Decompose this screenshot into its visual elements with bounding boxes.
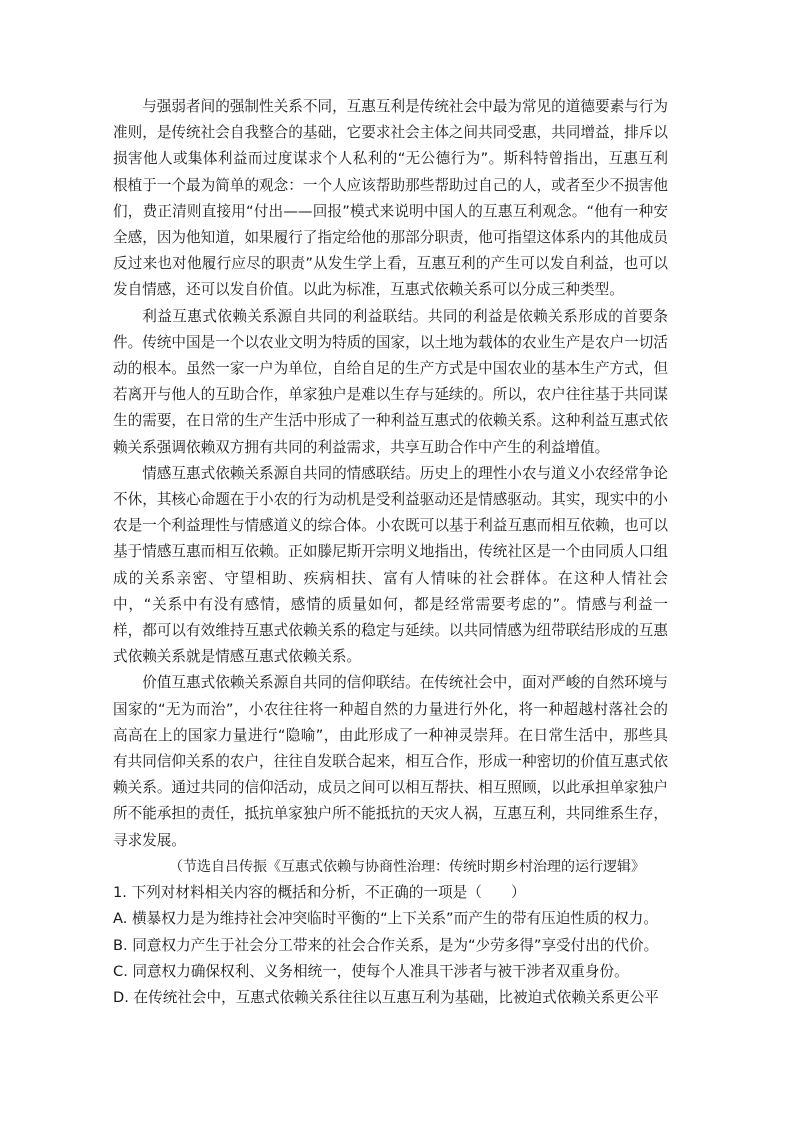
question-option-b: B. 同意权力产生于社会分工带来的社会合作关系，是为“少劳多得”享受付出的代价。 (113, 936, 659, 954)
passage-paragraph-1: 与强弱者间的强制性关系不同，互惠互利是传统社会中最为常见的道德要素与行为准则，是传统社会自我整合的基础，它要求社会主体之间共同受惠，共同增益，排斥以损害他人或集体利益而过度谋求个人私利的“无公德行为”。斯科特曾指出，互惠互利根植于一个最为简单的观念：一个人应该帮助那些帮助过自己的人，或者至少不损害他们，费正清则直接用“付出——回报”模式来说明中国人的互惠互利观念。“他有一种安全感，因为他知道，如果履行了指定给他的那部分职责，他可指望这体系内的其他成员反过来也对他履行应尽的职责”从发生学上看，互惠互利的产生可以发自利益，也可以发自情感，还可以发自价值。以此为标准，互惠式依赖关系可以分成三种类型。 (113, 98, 668, 299)
passage-paragraph-4: 价值互惠式依赖关系源自共同的信仰联结。在传统社会中，面对严峻的自然环境与国家的“无为而治”，小农往往将一种超自然的力量进行外化，将一种超越村落社会的高高在上的国家力量进行“隐喻”，由此形成了一种神灵崇拜。在日常生活中，那些具有共同信仰关系的农户，往往自发联合起来，相互合作，形成一种密切的价值互惠式依赖关系。通过共同的信仰活动，成员之间可以相互帮扶、相互照顾，以此承担单家独户所不能承担的责任，抵抗单家独户所不能抵抗的天灾人祸，互惠互利，共同维系生存，寻求发展。 (113, 674, 668, 849)
passage-paragraph-2: 利益互惠式依赖关系源自共同的利益联结。共同的利益是依赖关系形成的首要条件。传统中国是一个以农业文明为特质的国家，以土地为载体的农业生产是农户一切活动的根本。虽然一家一户为单位，自给自足的生产方式是中国农业的基本生产方式，但若离开与他人的互助合作，单家独户是难以生存与延续的。所以，农户往往基于共同谋生的需要，在日常的生产生活中形成了一种利益互惠式的依赖关系。这种利益互惠式依赖关系强调依赖双方拥有共同的利益需求，共享互助合作中产生的利益增值。 (113, 307, 668, 456)
question-option-c: C. 同意权力确保权利、义务相统一，使每个人准具干涉者与被干涉者双重身份。 (113, 962, 629, 980)
passage-source-citation: （节选自吕传振《互惠式依赖与协商性治理：传统时期乡村治理的运行逻辑》 (169, 858, 645, 875)
question-option-a: A. 横暴权力是为维持社会冲突临时平衡的“上下关系”而产生的带有压迫性质的权力。 (113, 910, 658, 928)
passage-paragraph-3: 情感互惠式依赖关系源自共同的情感联结。历史上的理性小农与道义小农经常争论不休，其核心命题在于小农的行为动机是受利益驱动还是情感驱动。其实，现实中的小农是一个利益理性与情感道义的综合体。小农既可以基于利益互惠而相互依赖，也可以基于情感互惠而相互依赖。正如滕尼斯开宗明义地指出，传统社区是一个由同质人口组成的关系亲密、守望相助、疾病相扶、富有人情味的社会群体。在这种人情社会中，“关系中有没有感情，感情的质量如何，都是经常需要考虑的”。情感与利益一样，都可以有效维持互惠式依赖关系的稳定与延续。以共同情感为纽带联结形成的互惠式依赖关系就是情感互惠式依赖关系。 (113, 464, 668, 666)
question-stem: 1. 下列对材料相关内容的概括和分析，不正确的一项是（ ） (113, 884, 526, 902)
question-option-d: D. 在传统社会中，互惠式依赖关系往往以互惠互利为基础，比被迫式依赖关系更公平 (113, 988, 659, 1006)
document-page (113, 94, 668, 1011)
